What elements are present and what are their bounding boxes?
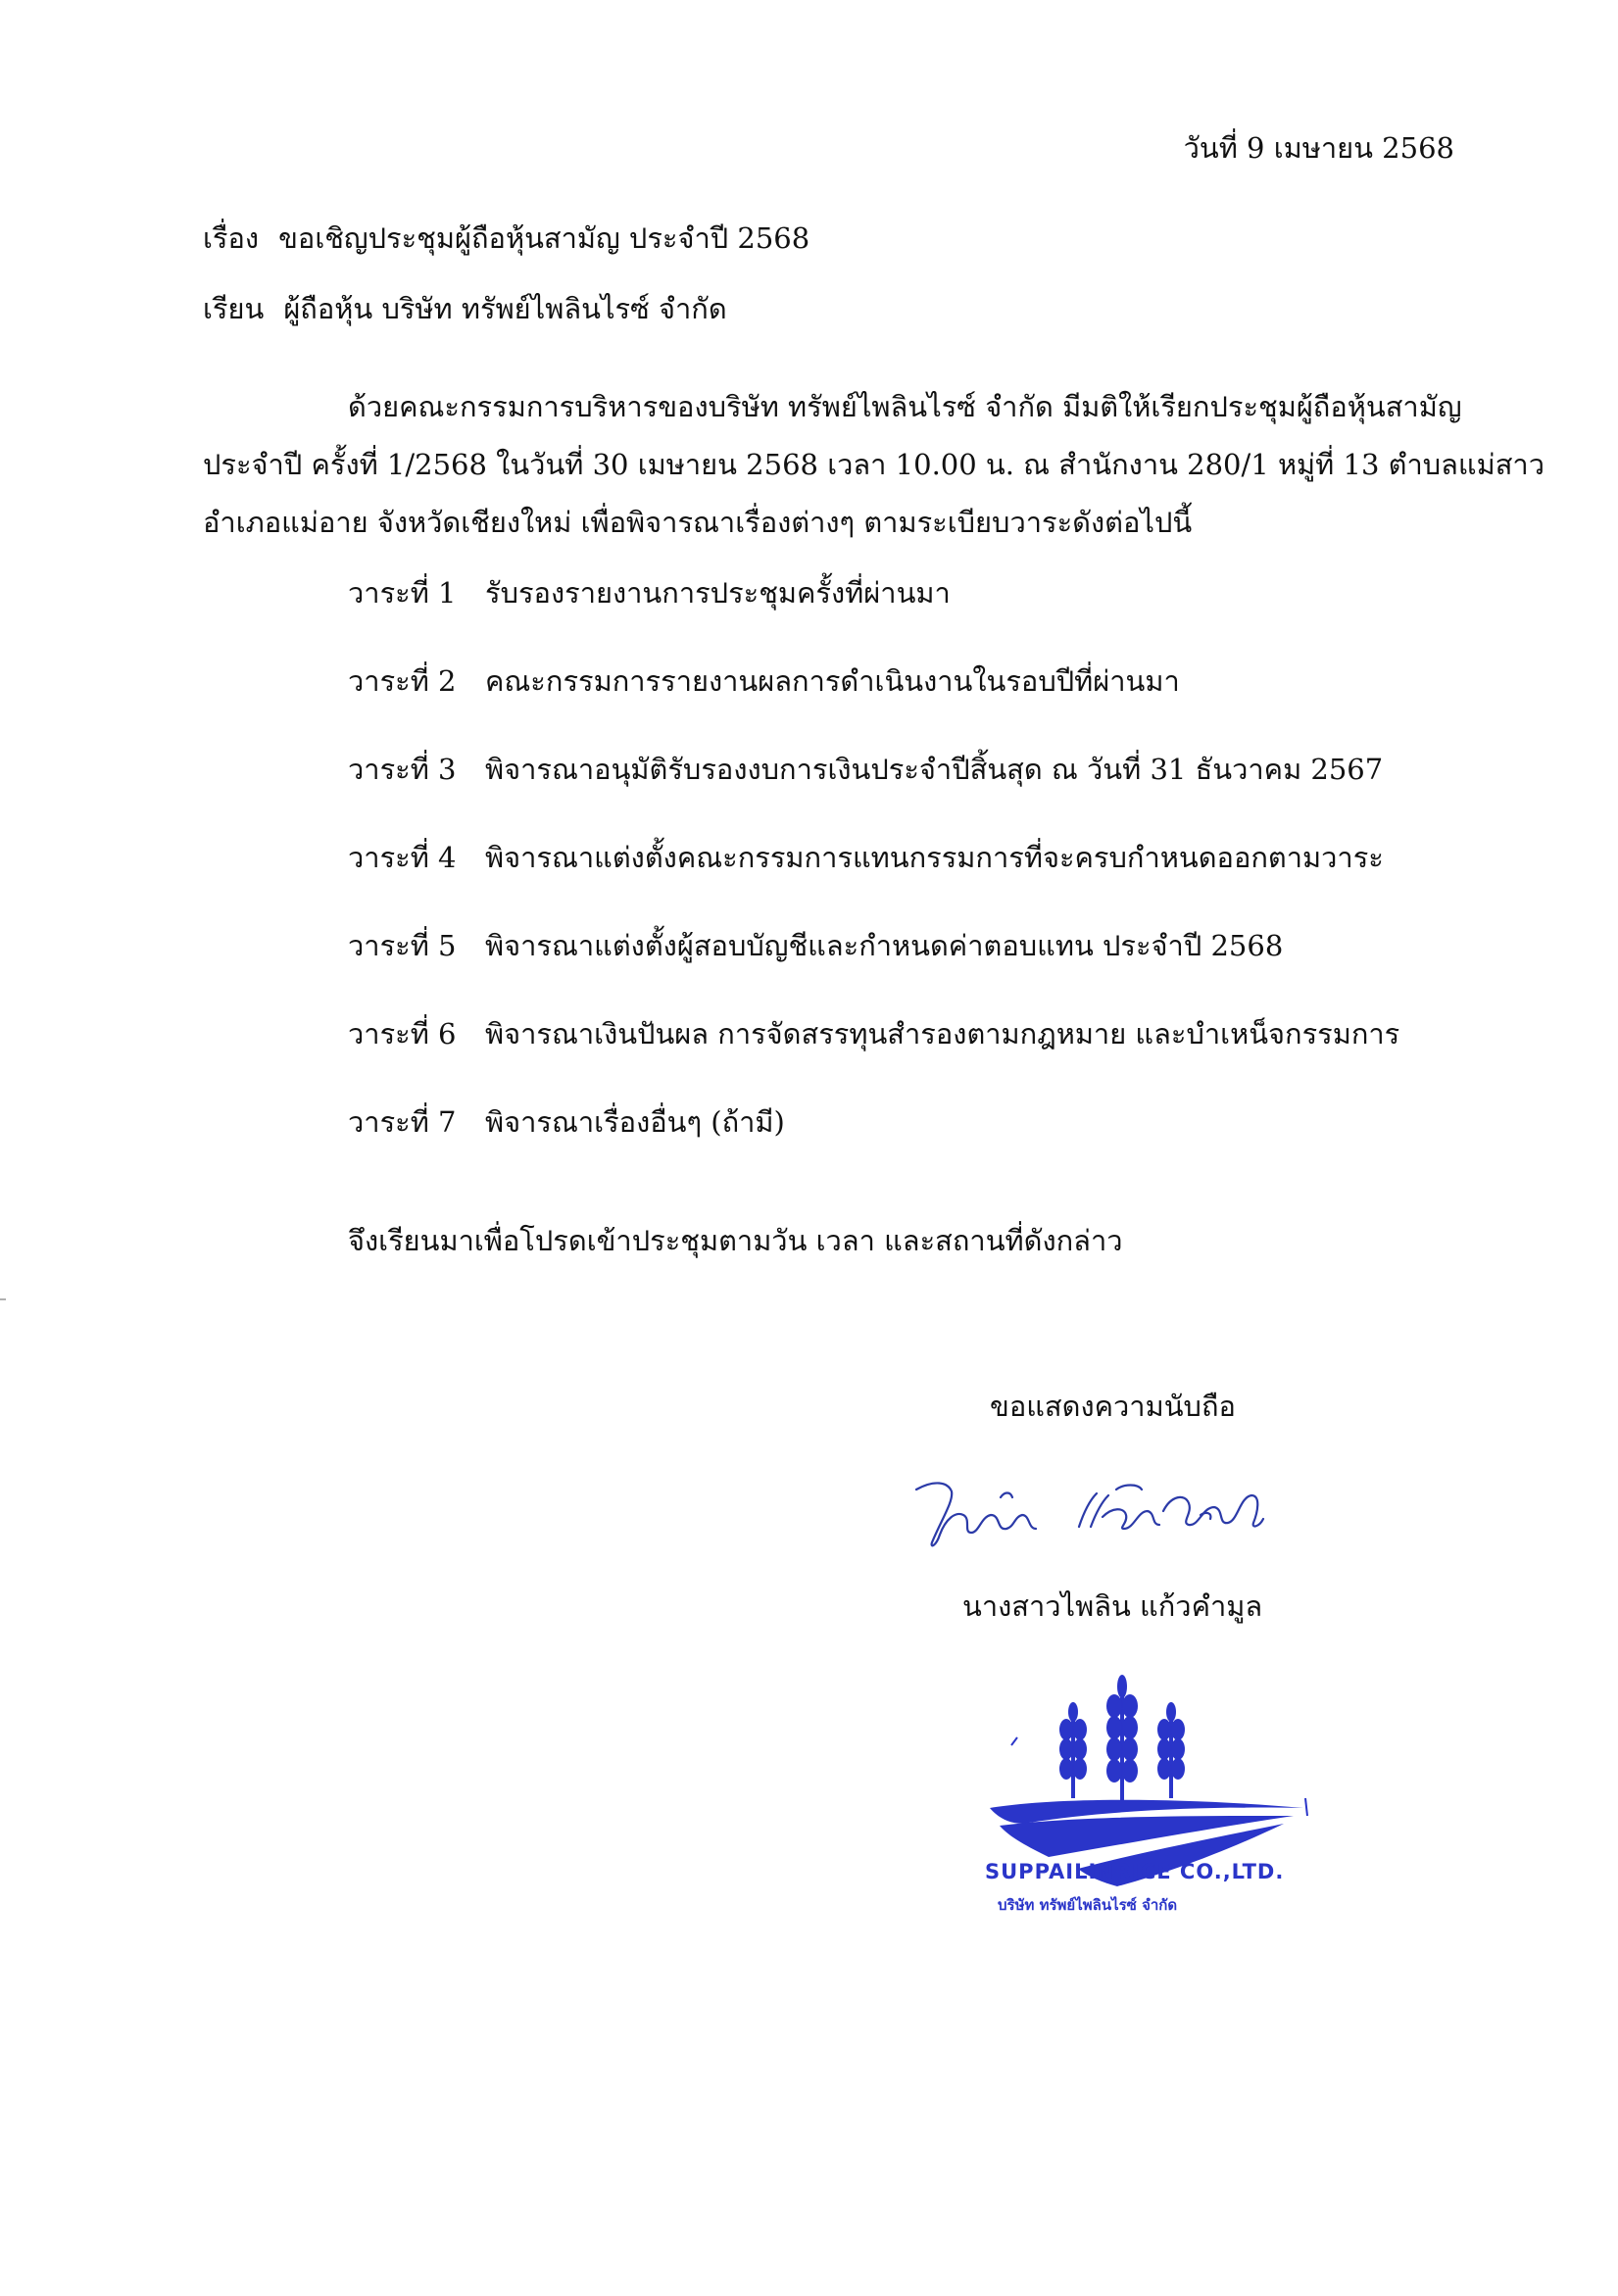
agenda-item — [348, 1099, 1399, 1188]
agenda-text: พิจารณาอนุมัติรับรองงบการเงินประจำปีสิ้นสุด ณ วันที่ 31 ธันวาคม 2567 — [485, 753, 1384, 786]
agenda-item — [348, 570, 1399, 659]
recipient-text: ผู้ถือหุ้น บริษัท ทรัพย์ไพลินไรซ์ จำกัด — [283, 292, 727, 325]
agenda-label: วาระที่ 7 — [348, 1105, 457, 1139]
body-line: ด้วยคณะกรรมการบริหารของบริษัท ทรัพย์ไพลินไรซ์ จำกัด มีมติให้เรียกประชุมผู้ถือหุ้นสามัญ — [348, 390, 1462, 423]
body-line: อำเภอแม่อาย จังหวัดเชียงใหม่ เพื่อพิจารณาเรื่องต่างๆ ตามระเบียบวาระดังต่อไปนี้ — [203, 506, 1193, 539]
agenda-label: วาระที่ 4 — [348, 841, 457, 874]
subject-line — [203, 216, 809, 261]
agenda-text: พิจารณาแต่งตั้งผู้สอบบัญชีและกำหนดค่าตอบแทน ประจำปี 2568 — [485, 929, 1284, 962]
subject-text: ขอเชิญประชุมผู้ถือหุ้นสามัญ ประจำปี 2568 — [278, 221, 810, 255]
agenda-item — [348, 659, 1399, 747]
agenda-text: พิจารณาเรื่องอื่นๆ (ถ้ามี) — [485, 1105, 785, 1139]
body-line: ประจำปี ครั้งที่ 1/2568 ในวันที่ 30 เมษายน 2568 เวลา 10.00 น. ณ สำนักงาน 280/1 หมู่ที่ 13 ตำบลแม่สาว — [203, 448, 1545, 481]
signer-name: นางสาวไพลิน แก้วคำมูล — [962, 1589, 1263, 1623]
letter-date: วันที่ 9 เมษายน 2568 — [1183, 131, 1454, 165]
regards-text: ขอแสดงความนับถือ — [990, 1390, 1236, 1423]
closing-sentence: จึงเรียนมาเพื่อโปรดเข้าประชุมตามวัน เวลา และสถานที่ดังกล่าว — [348, 1224, 1123, 1257]
recipient-label: เรียน — [203, 292, 265, 325]
agenda-text: รับรองรายงานการประชุมครั้งที่ผ่านมา — [485, 576, 951, 610]
stamp-company-name-en: SUPPAILINRICE CO.,LTD. — [985, 1860, 1285, 1883]
agenda-text: คณะกรรมการรายงานผลการดำเนินงานในรอบปีที่ผ่านมา — [485, 664, 1180, 698]
subject-label: เรื่อง — [203, 221, 260, 255]
agenda-label: วาระที่ 6 — [348, 1017, 457, 1050]
handwritten-signature — [907, 1468, 1318, 1556]
agenda-label: วาระที่ 3 — [348, 753, 457, 786]
agenda-item — [348, 923, 1399, 1011]
body-paragraph — [203, 378, 1545, 552]
agenda-item — [348, 747, 1399, 835]
recipient-line — [203, 286, 727, 331]
agenda-label: วาระที่ 2 — [348, 664, 457, 698]
agenda-item — [348, 1011, 1399, 1099]
agenda-list — [348, 570, 1399, 1188]
stamp-company-name-th: บริษัท ทรัพย์ไพลินไรซ์ จำกัด — [998, 1896, 1178, 1914]
agenda-item — [348, 835, 1399, 923]
agenda-text: พิจารณาเงินปันผล การจัดสรรทุนสำรองตามกฎหมาย และบำเหน็จกรรมการ — [485, 1017, 1400, 1050]
agenda-text: พิจารณาแต่งตั้งคณะกรรมการแทนกรรมการที่จะครบกำหนดออกตามวาระ — [485, 841, 1384, 874]
agenda-label: วาระที่ 1 — [348, 576, 457, 610]
agenda-label: วาระที่ 5 — [348, 929, 457, 962]
scan-edge-mark — [0, 1298, 6, 1300]
